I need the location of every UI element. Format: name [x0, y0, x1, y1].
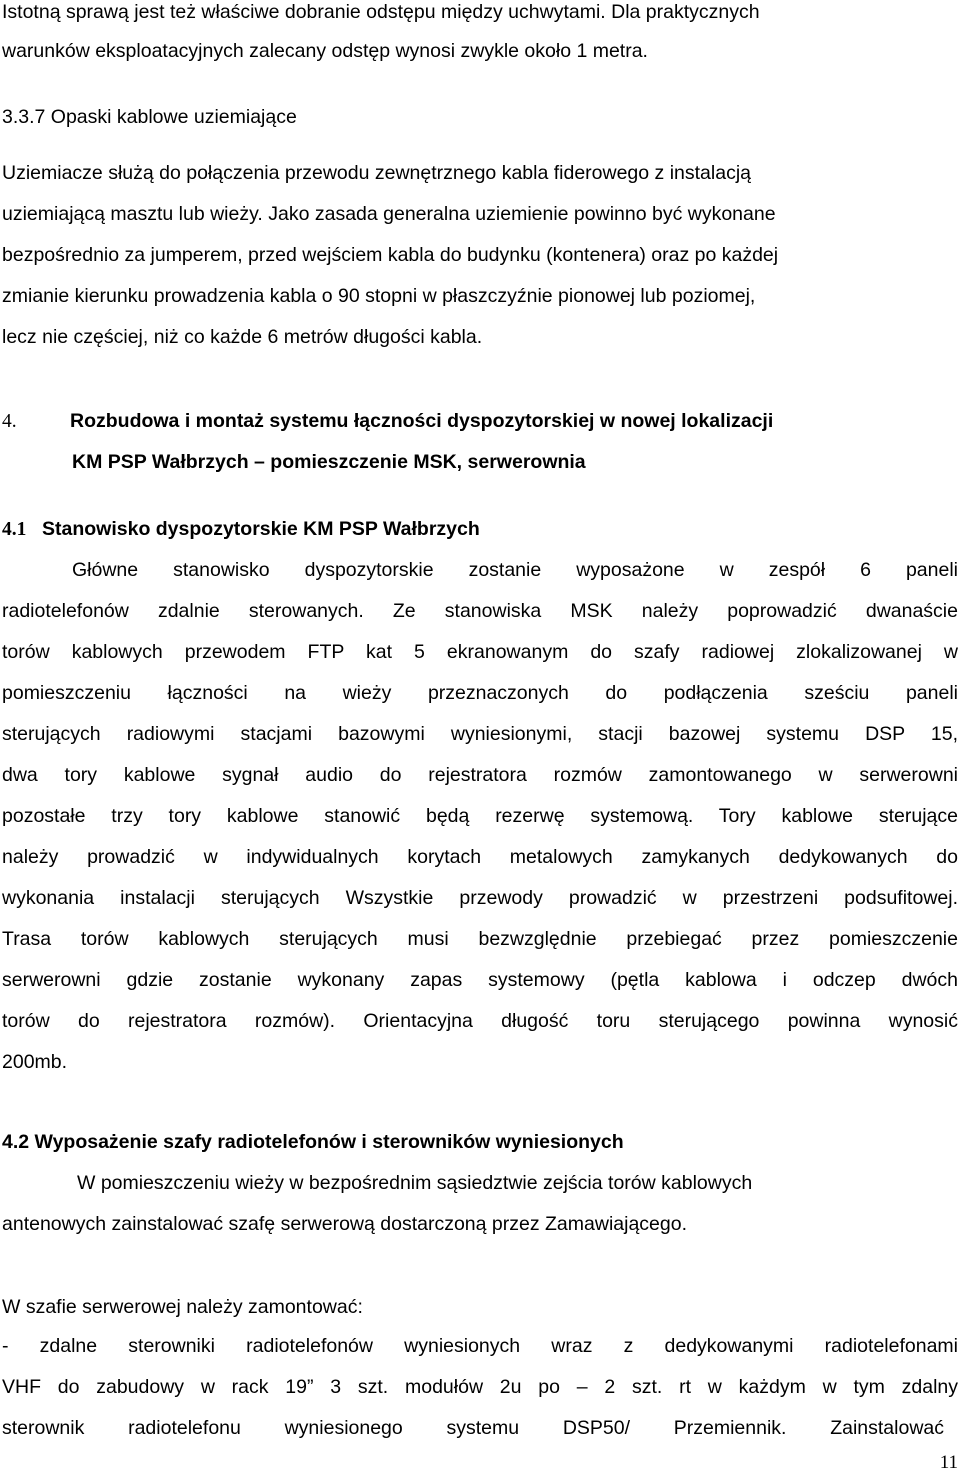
section-4-1-number: 4.1: [2, 519, 27, 540]
section-4-1-line-11: serwerowni gdzie zostanie wykonany zapas systemowy (pętla kablowa i odczep dwóch: [2, 969, 958, 991]
section-4-1-line-2: radiotelefonów zdalnie sterowanych. Ze stanowiska MSK należy poprowadzić dwanaście: [2, 600, 958, 622]
section-4-2-item-line-2: VHF do zabudowy w rack 19” 3 szt. modułów 2u po – 2 szt. rt w każdym w tym zdalny: [2, 1376, 958, 1398]
section-4-1-line-8: należy prowadzić w indywidualnych korytach metalowych zamykanych dedykowanych do: [2, 846, 958, 868]
section-4-heading: [2, 409, 958, 434]
section-3-3-7-line-1: Uziemiacze służą do połączenia przewodu zewnętrznego kabla fiderowego z instalacją: [2, 162, 751, 184]
page-number: 11: [939, 1452, 958, 1473]
intro-line-1: Istotną sprawą jest też właściwe dobranie odstępu między uchwytami. Dla praktycznych: [2, 1, 760, 23]
section-4-1-line-9: wykonania instalacji sterujących Wszystkie przewody prowadzić w przestrzeni podsufitowej.: [2, 887, 958, 909]
section-4-2-item-line-1: - zdalne sterowniki radiotelefonów wyniesionych wraz z dedykowanymi radiotelefonami: [2, 1335, 958, 1357]
section-4-1-title: Stanowisko dyspozytorskie KM PSP Wałbrzych: [42, 518, 480, 540]
section-4-title-line-2: KM PSP Wałbrzych – pomieszczenie MSK, serwerownia: [72, 451, 586, 473]
section-3-3-7-heading: 3.3.7 Opaski kablowe uziemiające: [2, 106, 297, 128]
section-4-2-list-intro: W szafie serwerowej należy zamontować:: [2, 1296, 363, 1318]
section-4-1-line-6: dwa tory kablowe sygnał audio do rejestratora rozmów zamontowanego w serwerowni: [2, 764, 958, 786]
section-3-3-7-line-2: uziemiającą masztu lub wieży. Jako zasada generalna uziemienie powinno być wykonane: [2, 203, 776, 225]
section-4-1-line-3: torów kablowych przewodem FTP kat 5 ekranowanym do szafy radiowej zlokalizowanej w: [2, 641, 958, 663]
section-4-2-item-line-3: sterownik radiotelefonu wyniesionego systemu DSP50/ Przemiennik. Zainstalować: [2, 1417, 944, 1439]
section-4-1-heading: [2, 517, 958, 542]
section-3-3-7-line-5: lecz nie częściej, niż co każde 6 metrów długości kabla.: [2, 326, 483, 348]
section-4-2-heading: 4.2 Wyposażenie szafy radiotelefonów i sterowników wyniesionych: [2, 1131, 624, 1153]
section-4-1-line-10: Trasa torów kablowych sterujących musi bezwzględnie przebiegać przez pomieszczenie: [2, 928, 958, 950]
section-4-number: 4.: [2, 411, 17, 432]
section-4-1-line-7: pozostałe trzy tory kablowe stanowić będą rezerwę systemową. Tory kablowe sterujące: [2, 805, 958, 827]
section-4-title-line-1: Rozbudowa i montaż systemu łączności dyspozytorskiej w nowej lokalizacji: [70, 410, 774, 432]
section-3-3-7-line-3: bezpośrednio za jumperem, przed wejściem kabla do budynku (kontenera) oraz po każdej: [2, 244, 779, 266]
section-4-1-line-13: 200mb.: [2, 1051, 68, 1073]
section-4-2-line-2: antenowych zainstalować szafę serwerową dostarczoną przez Zamawiającego.: [2, 1213, 688, 1235]
section-4-1-line-1: Główne stanowisko dyspozytorskie zostanie wyposażone w zespół 6 paneli: [72, 559, 958, 581]
intro-line-2: warunków eksploatacyjnych zalecany odstęp wynosi zwykle około 1 metra.: [2, 40, 648, 62]
section-3-3-7-line-4: zmianie kierunku prowadzenia kabla o 90 stopni w płaszczyźnie pionowej lub poziomej,: [2, 285, 756, 307]
section-4-1-line-5: sterujących radiowymi stacjami bazowymi wyniesionymi, stacji bazowej systemu DSP 15,: [2, 723, 958, 745]
section-4-1-line-4: pomieszczeniu łączności na wieży przeznaczonych do podłączenia sześciu paneli: [2, 682, 958, 704]
section-4-1-line-12: torów do rejestratora rozmów). Orientacyjna długość toru sterującego powinna wynosić: [2, 1010, 958, 1032]
section-4-2-line-1: W pomieszczeniu wieży w bezpośrednim sąsiedztwie zejścia torów kablowych: [77, 1172, 753, 1194]
